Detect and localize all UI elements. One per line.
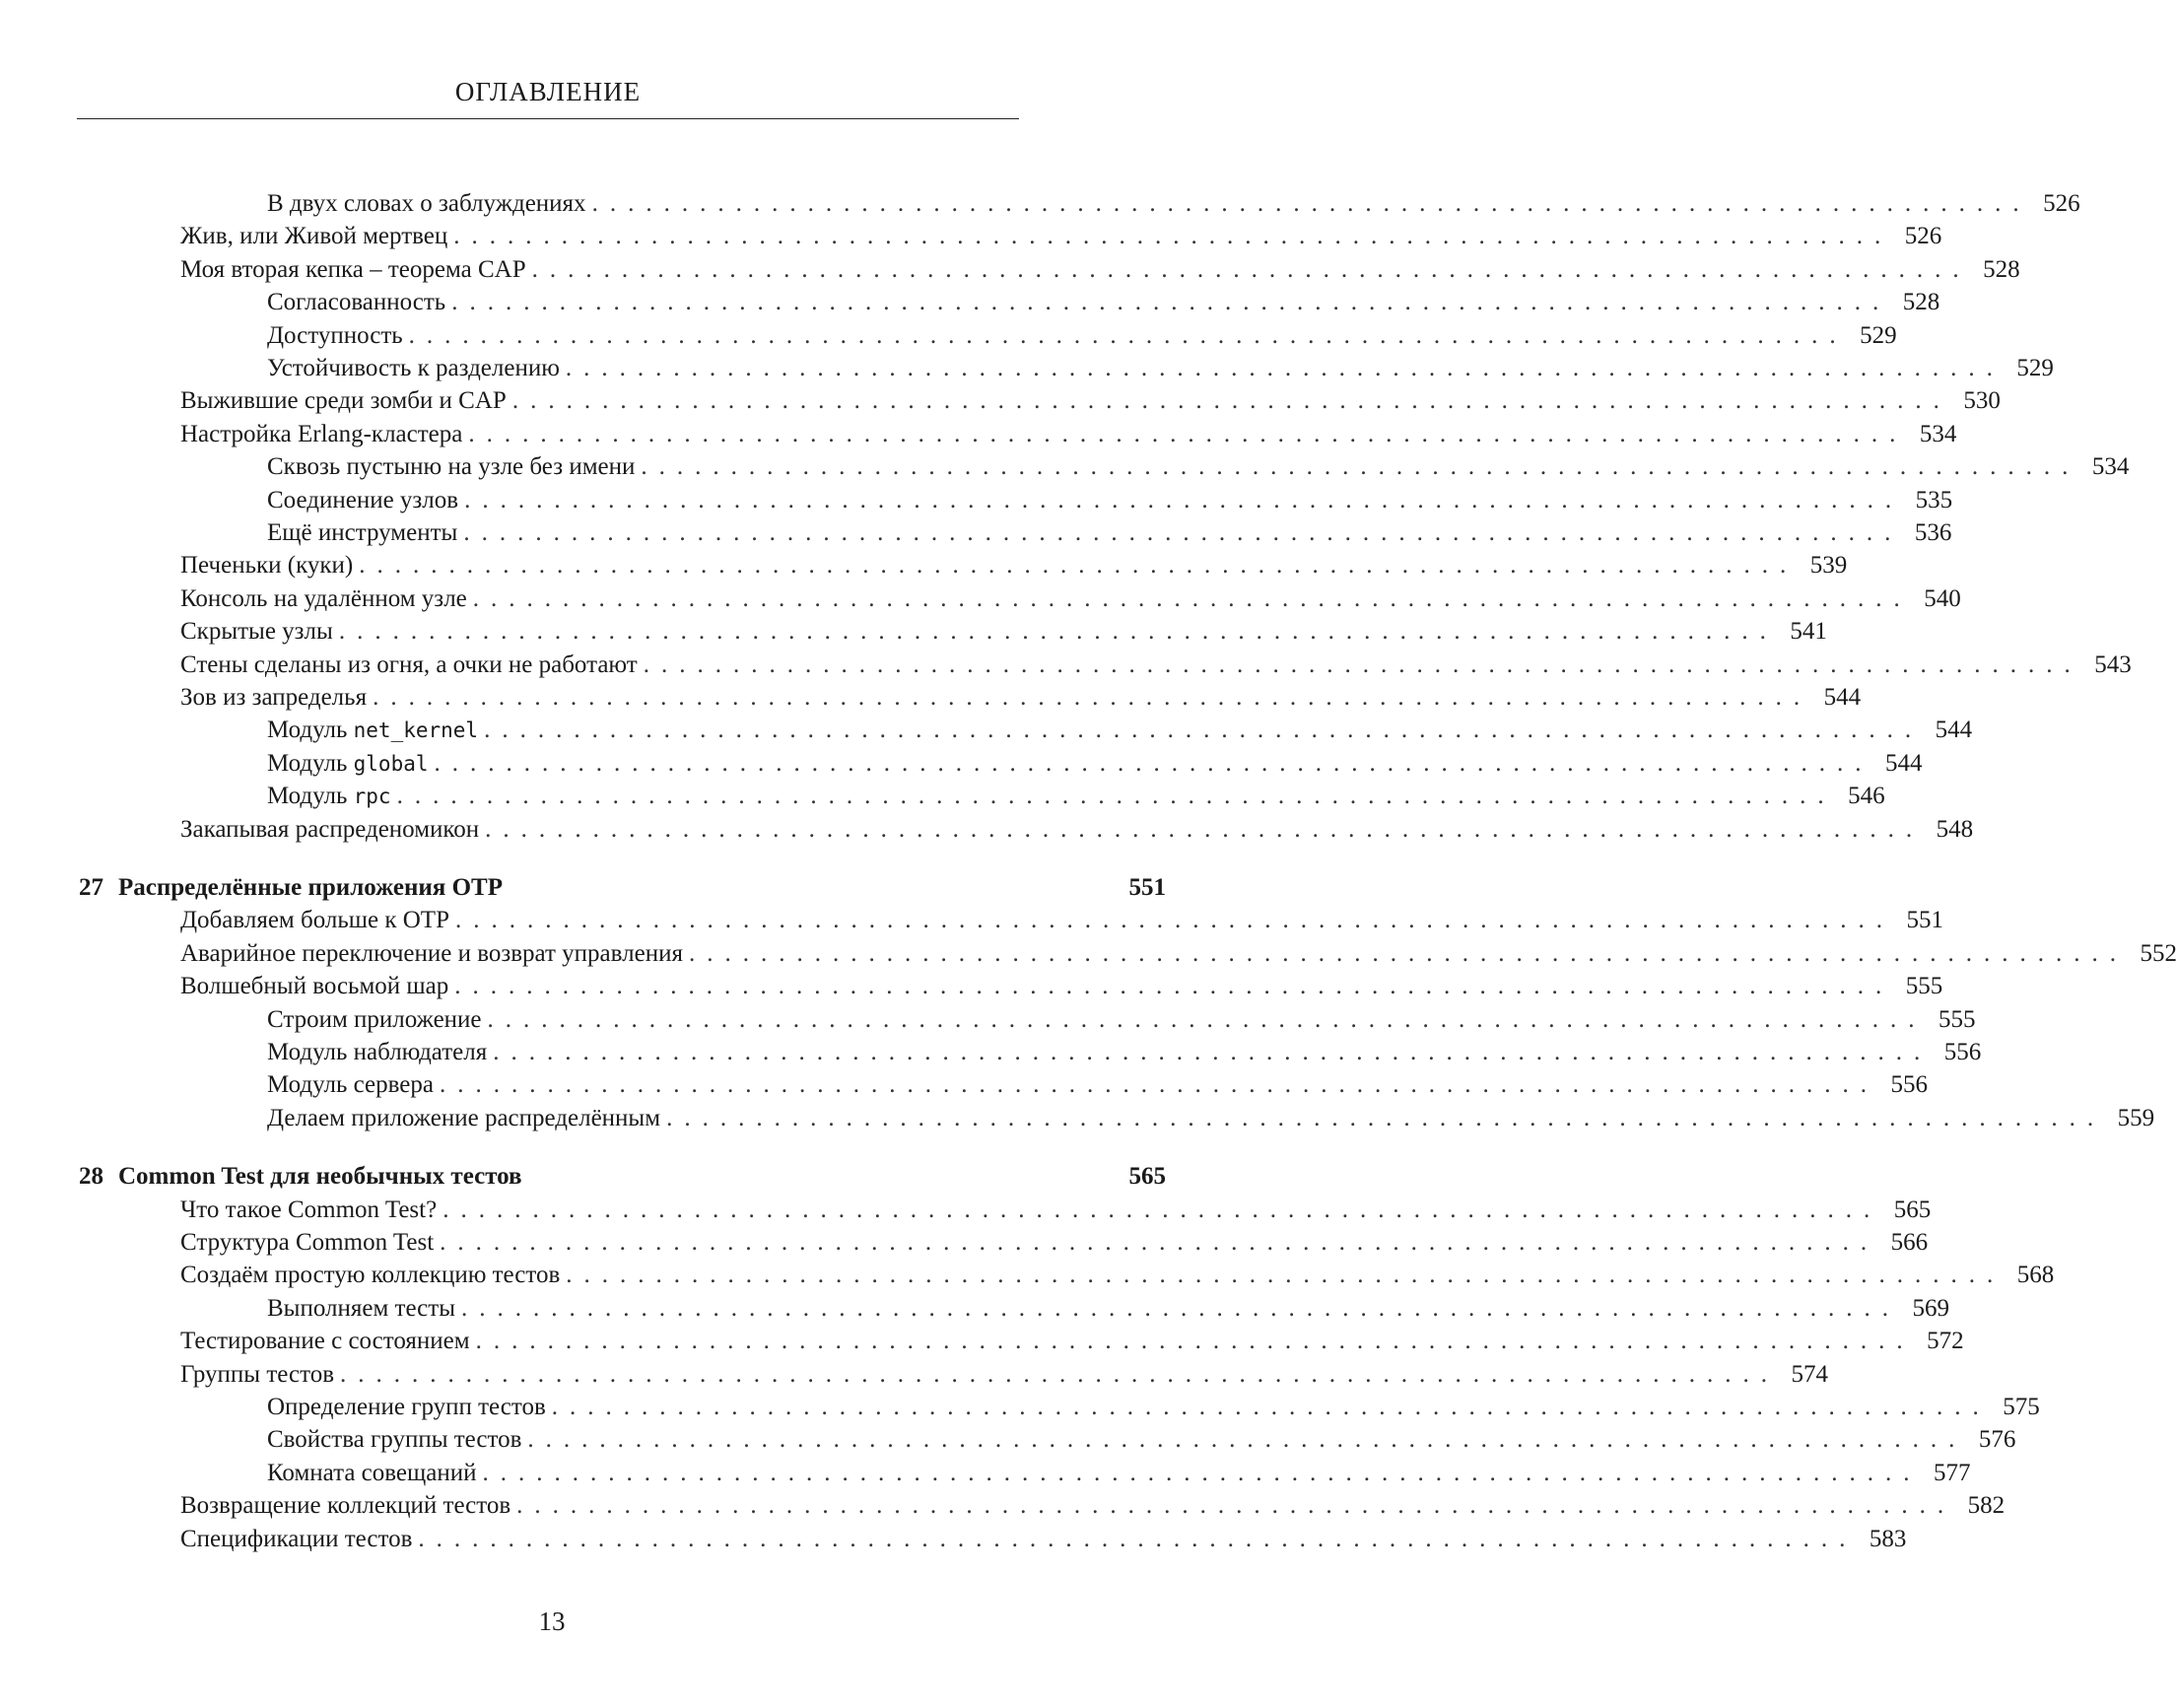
toc-entry-title: Согласованность [267,289,446,316]
toc-entry-page: 566 [1890,1229,1929,1256]
dot-leader: ................................................................................ [461,1294,1901,1322]
toc-entry-title: Группы тестов [180,1360,334,1388]
toc-entry-title: Что такое Common Test? [180,1196,438,1223]
dot-leader: ................................................................................ [484,717,1924,744]
dot-leader: ................................................................................ [511,387,1951,415]
toc-entry[interactable] [267,319,1897,353]
toc-entry-title: Сквозь пустыню на узле без имени [267,453,636,481]
dot-leader: ................................................................................ [475,1328,1915,1355]
toc-entry[interactable] [267,286,1940,319]
toc-entry-title: Возвращение коллекций тестов [180,1492,511,1520]
toc-entry[interactable] [180,418,1957,451]
toc-entry-title: Определение групп тестов [267,1394,546,1420]
dot-leader: ................................................................................ [453,223,1893,250]
toc-entry-page: 551 [1906,907,1943,934]
dot-leader: ................................................................................ [454,907,1894,934]
toc-entry-page: 529 [2016,355,2054,381]
toc-entry-page: 569 [1912,1294,1950,1322]
dot-leader: ................................................................................ [454,973,1894,1000]
toc-entry-title: Тестирование с состоянием [180,1328,470,1355]
toc-entry-page: 551 [1128,874,1166,901]
dot-leader: ................................................................................ [472,584,1912,612]
dot-leader: ................................................................................ [340,1360,1779,1388]
dot-leader: ................................................................................ [373,684,1812,711]
toc-entry-page: 528 [1902,289,1940,316]
dot-leader: ................................................................................ [531,255,1971,283]
dot-leader: ................................................................................ [468,420,1908,447]
toc-entry[interactable] [180,649,2132,682]
toc-entry-page: 539 [1809,552,1848,580]
dot-leader: ................................................................................ [451,289,1891,316]
toc-entry-title: Модуль наблюдателя [267,1039,488,1065]
dot-leader: ................................................................................ [666,1104,2106,1131]
toc-entry-title: Распределённые приложения OTP [118,874,503,901]
dot-leader: ................................................................................ [463,519,1903,546]
toc-entry-title: Модуль global [267,749,429,777]
toc-entry[interactable] [180,384,2001,418]
toc-entry[interactable] [267,1391,2040,1424]
toc-entry[interactable] [267,1036,1982,1069]
toc-entry[interactable] [267,1068,1928,1102]
toc-entry-page: 526 [2043,190,2080,217]
dot-leader: ................................................................................ [442,1196,1882,1223]
dot-leader: ................................................................................ [485,815,1925,843]
toc-entry-title: Модуль rpc [267,783,391,810]
toc-entry-page: 540 [1924,584,1961,612]
toc-entry-page: 528 [1983,255,2020,283]
toc-entry-title: Спецификации тестов [180,1525,413,1552]
dot-leader: ................................................................................ [408,321,1848,349]
toc-entry-page: 565 [1893,1196,1932,1223]
toc-entry-page: 534 [1919,420,1957,447]
toc-entry-title: Добавляем больше к OTP [180,907,449,934]
toc-entry[interactable] [180,582,1961,616]
toc-entry-page: 548 [1936,815,1974,843]
toc-entry[interactable] [180,904,1943,937]
toc-entry-title: Печеньки (куки) [180,552,354,580]
toc-entry[interactable] [267,352,2054,385]
toc-entry-page: 565 [1128,1163,1166,1191]
toc-entry[interactable] [267,714,1973,747]
module-name-code: rpc [353,785,391,809]
toc-entry[interactable] [180,549,1848,582]
toc-entry[interactable] [267,780,1885,813]
dot-leader: ................................................................................ [396,783,1836,810]
toc-entry[interactable] [267,516,1952,550]
toc-entry-page: 535 [1915,486,1953,513]
toc-entry-page: 543 [2094,650,2132,678]
toc-entry-page: 536 [1914,519,1952,546]
toc-entry-title: Делаем приложение распределённым [267,1104,661,1131]
toc-entry-page: 544 [1885,749,1923,777]
dot-leader: ................................................................................ [487,1005,1927,1033]
toc-entry-title: Стены сделаны из огня, а очки не работают [180,650,638,678]
toc-entry-page: 555 [1905,973,1943,1000]
toc-entry-title: Аварийное переключение и возврат управления [180,939,683,967]
toc-entry-title: Жив, или Живой мертвец [180,223,448,250]
toc-chapter-entry[interactable] [79,1160,1166,1194]
header-rule [77,118,1019,119]
dot-leader: ................................................................................ [527,1426,1967,1454]
dot-leader: ................................................................................ [516,1492,1956,1520]
toc-entry[interactable] [180,253,2020,287]
toc-chapter-entry[interactable] [79,871,1166,905]
toc-entry[interactable] [180,1358,1828,1392]
toc-entry-page: 555 [1939,1005,1976,1033]
toc-entry-title: Выжившие среди зомби и CAP [180,387,507,415]
toc-entry-page: 529 [1860,321,1897,349]
dot-leader: ................................................................................ [418,1525,1858,1552]
toc-entry[interactable] [180,1523,1907,1556]
toc-entry-page: 544 [1823,684,1862,711]
toc-entry[interactable] [267,187,2080,221]
dot-leader: ................................................................................ [482,1459,1922,1486]
toc-entry-page: 575 [2003,1394,2040,1420]
toc-entry[interactable] [180,220,1942,253]
toc-entry-title: В двух словах о заблуждениях [267,190,586,217]
dot-leader: ................................................................................ [493,1039,1933,1065]
toc-entry-page: 572 [1927,1328,1964,1355]
toc-entry-page: 552 [2140,939,2177,967]
dot-leader: ................................................................................ [591,190,2031,217]
toc-entry-page: 577 [1934,1459,1971,1486]
toc-entry[interactable] [180,813,1974,847]
toc-entry-title: Common Test для необычных тестов [118,1163,522,1191]
toc-entry[interactable] [180,1194,1932,1227]
dot-leader: ................................................................................ [464,486,1904,513]
toc-entry[interactable] [267,1102,2155,1135]
chapter-number: 28 [79,1163,103,1191]
toc-entry-title: Создаём простую коллекцию тестов [180,1262,561,1289]
toc-entry-title: Модуль net_kernel [267,717,479,744]
toc-entry[interactable] [180,1226,1929,1260]
toc-entry-title: Модуль сервера [267,1071,434,1099]
toc-entry[interactable] [267,1423,2016,1457]
toc-entry-page: 556 [1890,1071,1928,1099]
dot-leader: ................................................................................ [359,552,1799,580]
module-name-code: net_kernel [353,718,479,743]
toc-entry-page: 556 [1943,1039,1982,1065]
toc-entry-page: 544 [1935,717,1973,744]
toc-entry-title: Консоль на удалённом узле [180,584,467,612]
dot-leader: ................................................................................ [440,1229,1879,1256]
toc-entry-title: Ещё инструменты [267,519,458,546]
toc-entry[interactable] [267,450,2130,484]
toc-entry[interactable] [180,681,1862,715]
toc-entry-title: Соединение узлов [267,486,459,513]
toc-entry-title: Свойства группы тестов [267,1426,522,1454]
toc-entry-page: 582 [1967,1492,2006,1520]
dot-leader: ................................................................................ [439,1071,1878,1099]
toc-entry-page: 541 [1790,618,1827,646]
dot-leader: ................................................................................ [551,1394,1991,1420]
toc-entry-page: 583 [1869,1525,1907,1552]
toc-entry-page: 568 [2016,1262,2055,1289]
toc-entry-page: 559 [2117,1104,2155,1131]
toc-entry-page: 576 [1978,1426,2016,1454]
toc-entry[interactable] [180,615,1827,649]
dot-leader: ................................................................................ [566,1262,2006,1289]
page-number: 13 [538,1606,566,1636]
toc-entry-page: 574 [1791,1360,1828,1388]
chapter-number: 27 [79,874,103,901]
toc-entry-title: Зов из запределья [180,684,368,711]
module-name-code: global [353,751,429,776]
dot-leader: ................................................................................ [338,618,1778,646]
toc-entry[interactable] [267,484,1953,517]
toc-entry-title: Закапывая распреденомикон [180,815,480,843]
toc-entry-page: 546 [1848,783,1885,810]
toc-entry[interactable] [267,1457,1971,1490]
toc-entry[interactable] [180,1259,2055,1292]
dot-leader: ................................................................................ [434,749,1873,777]
toc-entry-page: 526 [1904,223,1942,250]
toc-entry-title: Настройка Erlang-кластера [180,420,463,447]
dot-leader: ................................................................................ [688,939,2128,967]
toc-entry-title: Выполняем тесты [267,1294,456,1322]
toc-entry-page: 534 [2091,453,2130,481]
toc-entry[interactable] [180,1489,2006,1523]
toc-entry-title: Устойчивость к разделению [267,355,560,381]
toc-entry[interactable] [267,1292,1950,1326]
toc-entry-title: Моя вторая кепка – теорема CAP [180,255,526,283]
toc-entry-title: Доступность [267,321,403,349]
dot-leader: ................................................................................ [565,355,2005,381]
toc-entry[interactable] [180,970,1943,1003]
toc-entry[interactable] [267,1003,1976,1037]
toc-entry[interactable] [180,937,2177,971]
toc-entry-title: Строим приложение [267,1005,482,1033]
toc-entry[interactable] [267,747,1923,781]
toc-entry-title: Комната совещаний [267,1459,477,1486]
dot-leader: ................................................................................ [641,453,2080,481]
toc-entry-title: Скрытые узлы [180,618,333,646]
toc-entry[interactable] [180,1325,1964,1358]
toc-entry-page: 530 [1963,387,2001,415]
dot-leader: ................................................................................ [643,650,2082,678]
toc-entry-title: Волшебный восьмой шар [180,973,449,1000]
running-header: ОГЛАВЛЕНИЕ [454,77,642,106]
toc-entry-title: Структура Common Test [180,1229,435,1256]
